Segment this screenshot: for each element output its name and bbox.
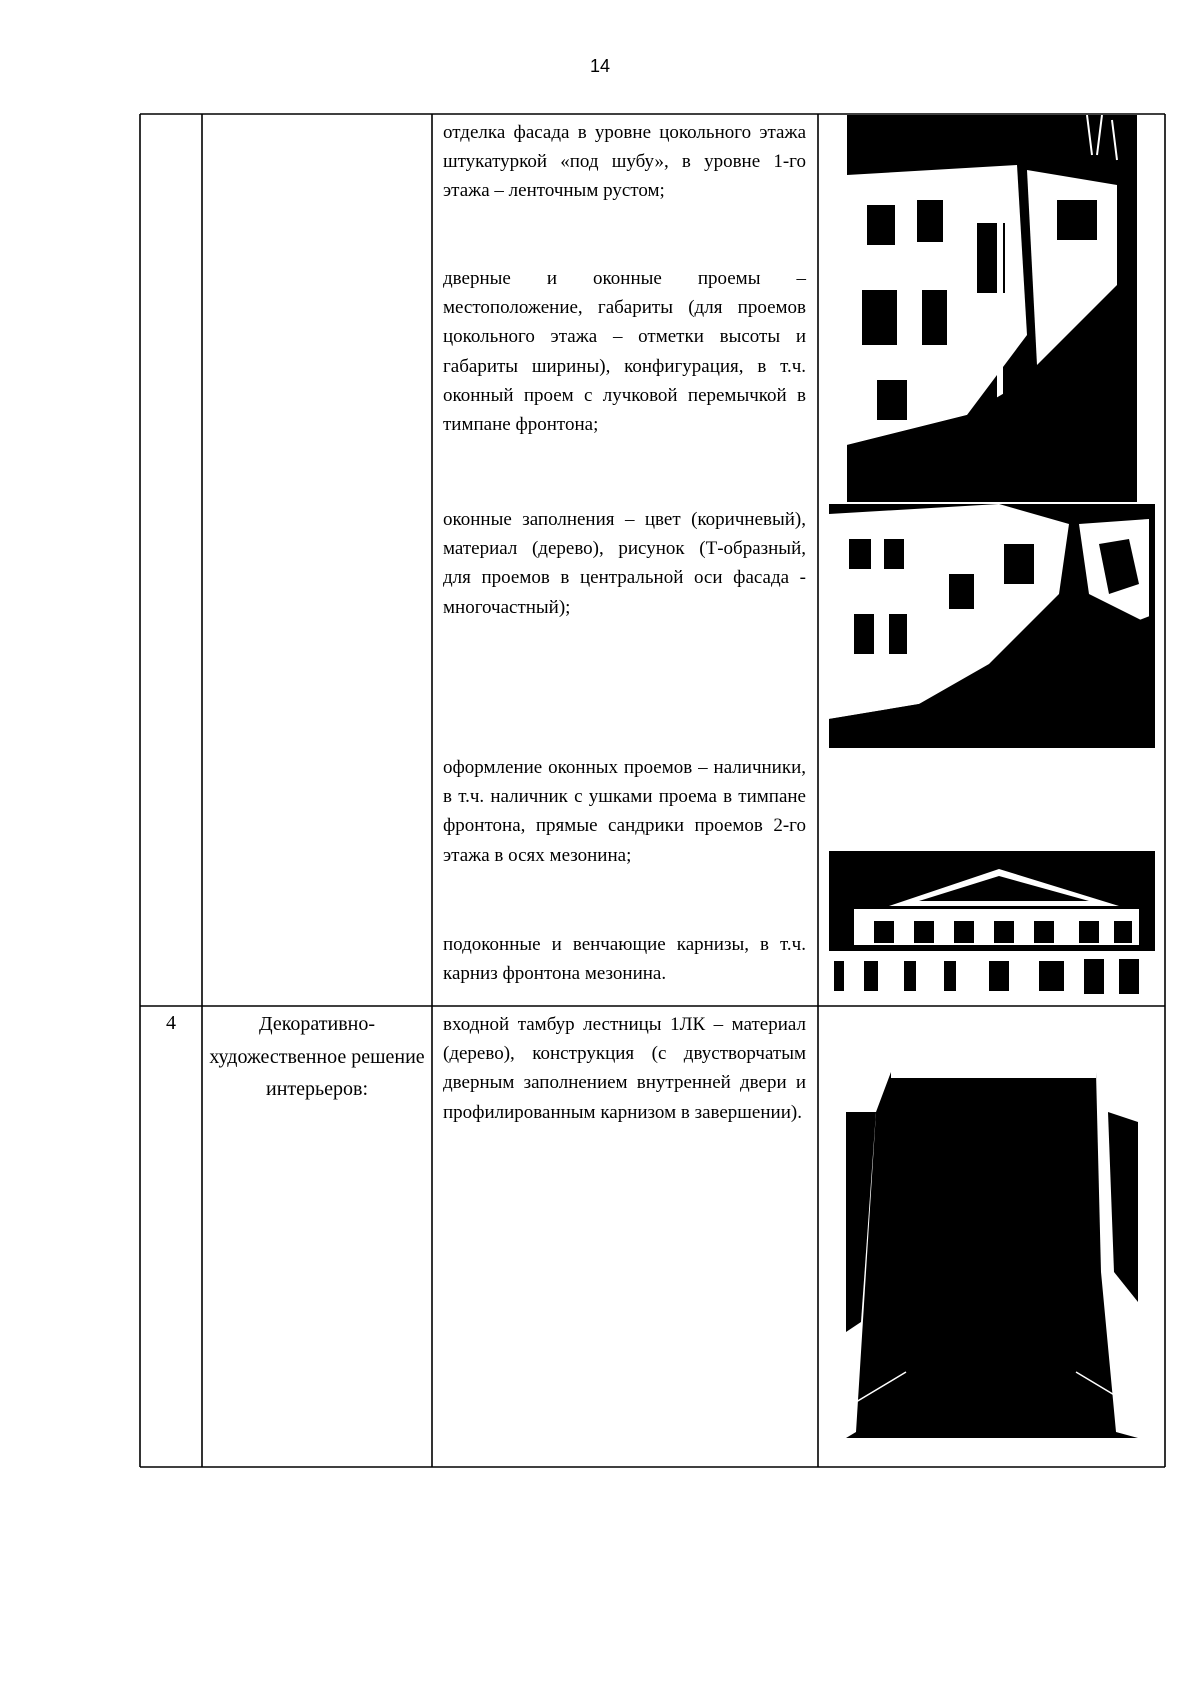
description-item-entrance-vestibule: входной тамбур лестницы 1ЛК – материал (дерево), конструкция (с двустворчатым дверным заполнением внутренней двери и профилированным карнизом в завершении). [443, 1014, 806, 1123]
description-item-window-fill: оконные заполнения – цвет (коричневый), материал (дерево), рисунок (Т-образный, для проемов в центральной оси фасада - многочастный); [443, 509, 806, 618]
photo-facade-perspective [829, 504, 1155, 748]
photo-mezzanine-facade [829, 851, 1155, 999]
description-item-facade-finish: отделка фасада в уровне цокольного этажа штукатуркой «под шубу», в уровне 1-го этажа – ленточным рустом; [443, 122, 806, 202]
description-item-window-decor: оформление оконных проемов – наличники, в т.ч. наличник с ушками проема в тимпане фронтона, прямые сандрики проемов 2-го этажа в осях мезонина; [443, 757, 806, 866]
description-item-cornices: подоконные и венчающие карнизы, в т.ч. карниз фронтона мезонина. [443, 934, 806, 985]
row-title: Декоративно-художественное решение интерьеров: [209, 1013, 425, 1100]
description-item-openings: дверные и оконные проемы – местоположение, габариты (для проемов цокольного этажа – отметки высоты и габариты ширины), конфигурация, в т.ч. оконный проем с лучковой перемычкой в тимпане фронтона; [443, 268, 806, 436]
row-number: 4 [166, 1012, 176, 1034]
photo-facade-corner [847, 115, 1137, 502]
page-number: 14 [589, 56, 611, 76]
photo-vestibule-interior [846, 1072, 1138, 1438]
